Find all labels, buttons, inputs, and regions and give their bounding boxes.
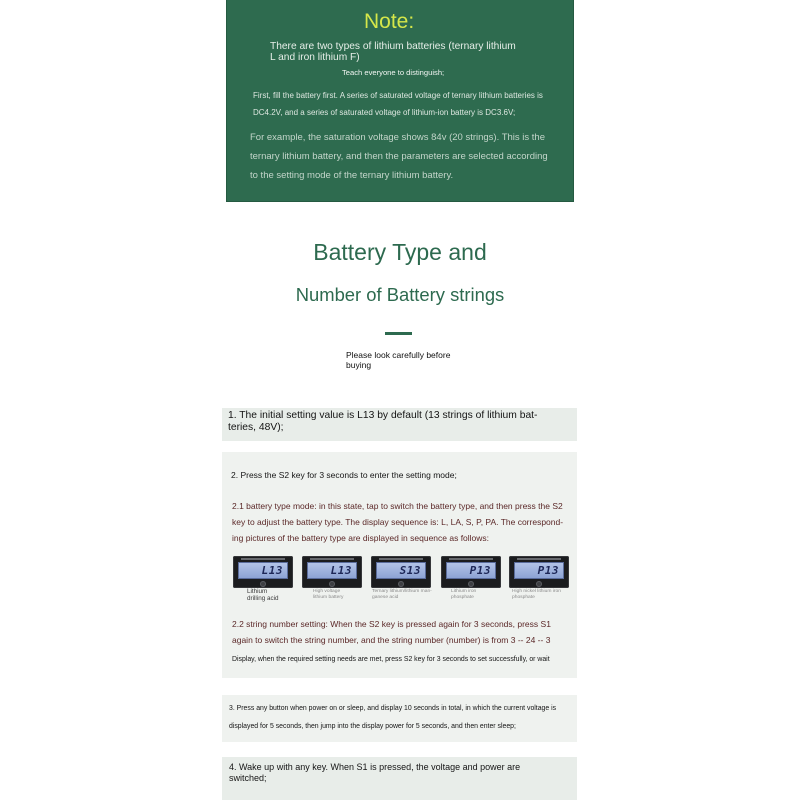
step-4-line: 4. Wake up with any key. When S1 is pressed, the voltage and power are [229,762,521,772]
lcd-button [398,581,404,587]
step-1-line: teries, 48V); [228,422,284,433]
display-caption-line: phosphate [451,595,474,600]
battery-type-display-l [233,556,293,588]
battery-type-display-pa [509,556,569,588]
note-example [250,128,548,185]
lcd-button [468,581,474,587]
lcd-screen-text: L13 [261,564,283,577]
note-intro-line: L and iron lithium F) [270,52,360,63]
string-number-setting-text [232,616,551,648]
note-title: Note: [364,10,415,33]
step-1-panel [222,408,577,441]
battery-type-line: key to adjust the battery type. The display sequence is: L, LA, S, P, PA. The correspond- [232,517,564,527]
lcd-label-strip [241,558,285,560]
step-2-panel [222,452,577,678]
lcd-button [329,581,335,587]
step-3-line: 3. Press any button when power on or sleep, and display 10 seconds in total, in which the current voltage is [229,705,557,712]
step-4-panel [222,757,577,800]
battery-type-mode-text [232,498,563,546]
lcd-label-strip [517,558,561,560]
lcd-screen [307,562,357,579]
battery-type-line: ing pictures of the battery type are displayed in sequence as follows: [232,533,490,543]
lcd-screen-text: P13 [469,564,491,577]
display-caption-line: phosphate [512,595,535,600]
battery-type-display-la [302,556,362,588]
note-example-line: For example, the saturation voltage shows 84v (20 strings). This is the [250,132,545,143]
lcd-screen-text: L13 [330,564,352,577]
lcd-screen-text: S13 [399,564,421,577]
step-3-line: displayed for 5 seconds, then jump into the display power for 5 seconds, and then enter sleep; [229,723,516,730]
display-caption [372,589,432,601]
battery-type-display-s [371,556,431,588]
section-subtitle: Number of Battery strings [295,284,505,305]
display-caption [313,589,343,601]
step-2-intro: 2. Press the S2 key for 3 seconds to enter the setting mode; [231,470,457,480]
note-example-line: to the setting mode of the ternary lithium battery. [250,170,454,181]
step-1-line: 1. The initial setting value is L13 by default (13 strings of lithium bat- [228,410,538,421]
section-title: Battery Type and [313,239,487,265]
display-caption [247,588,279,602]
note-detail-line: DC4.2V, and a series of saturated voltage of lithium-ion battery is DC3.6V; [253,108,516,117]
note-intro [270,41,516,63]
note-subtitle: Teach everyone to distinguish; [342,68,445,77]
lcd-screen [238,562,288,579]
string-setting-line: again to switch the string number, and the string number (number) is from 3 -- 24 -- 3 [232,635,551,645]
lcd-label-strip [379,558,423,560]
note-example-line: ternary lithium battery, and then the parameters are selected according [250,151,548,162]
note-detail-line: First, fill the battery first. A series of saturated voltage of ternary lithium batteries is [253,91,543,100]
caution-line: buying [346,360,372,370]
display-caption-line: ganese acid [372,595,399,600]
step-4-text [229,762,520,784]
lcd-screen [376,562,426,579]
display-caption [512,589,561,601]
display-caption-line: Lithium iron [451,589,477,594]
note-detail [253,87,543,121]
caution-line: Please look carefully before [346,350,451,360]
step-3-text [229,700,556,736]
display-caption-line: Ternary lithium/lithium man- [372,589,432,594]
lcd-label-strip [310,558,354,560]
lcd-screen [446,562,496,579]
display-caption [451,589,476,601]
display-caption-line: lithium battery [313,595,344,600]
display-caption-line: High voltage [313,589,341,594]
display-caption-line: Lithium [247,588,268,595]
lcd-button [536,581,542,587]
lcd-label-strip [449,558,493,560]
title-divider [385,332,412,335]
lcd-button [260,581,266,587]
caution-text [346,350,450,370]
display-note: Display, when the required setting needs are met, press S2 key for 3 seconds to set successfully, or wait [232,656,550,663]
display-caption-line: drilling acid [247,595,279,602]
lcd-screen-text: P13 [537,564,559,577]
battery-type-display-p [441,556,501,588]
step-4-line: switched; [229,773,267,783]
display-caption-line: High nickel lithium iron [512,589,561,594]
string-setting-line: 2.2 string number setting: When the S2 key is pressed again for 3 seconds, press S1 [232,619,551,629]
note-box [226,0,574,202]
battery-type-line: 2.1 battery type mode: in this state, tap to switch the battery type, and then press the S2 [232,501,563,511]
note-intro-line: There are two types of lithium batteries (ternary lithium [270,41,516,52]
step-3-panel [222,695,577,742]
lcd-screen [514,562,564,579]
step-1-text [228,410,537,434]
